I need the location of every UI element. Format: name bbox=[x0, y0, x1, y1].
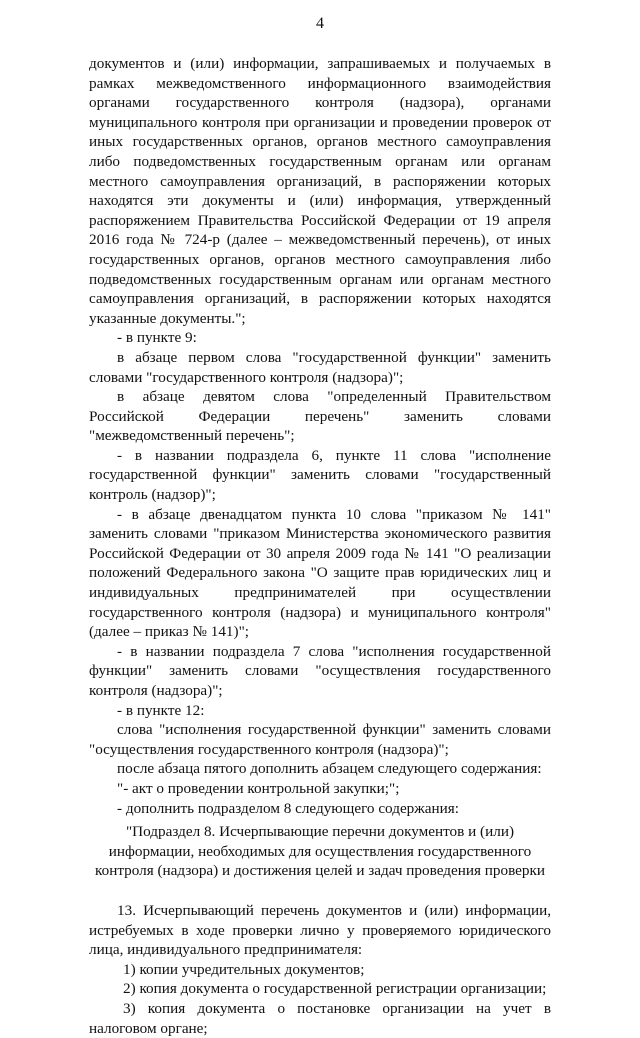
paragraph: после абзаца пятого дополнить абзацем следующего содержания: bbox=[117, 760, 542, 778]
paragraph: в абзаце девятом слова "определенный Правительством Российской Федерации перечень" заменить словами "межведомственный перечень"; bbox=[89, 388, 551, 445]
paragraph-item-9: - в пункте 9: bbox=[117, 329, 197, 347]
paragraph: - в названии подраздела 6, пункте 11 слова "исполнение государственной функции" заменить словами "государственный контроль (надзор)"; bbox=[89, 446, 551, 504]
paragraph-item-12: - в пункте 12: bbox=[117, 701, 205, 719]
list-item: 3) копия документа о постановке организации на учет в налоговом органе; bbox=[89, 999, 551, 1037]
paragraph-item-13: 13. Исчерпывающий перечень документов и (или) информации, истребуемых в ходе проверки лично у проверяемого юридического лица, индивидуального предпринимателя: bbox=[89, 901, 551, 959]
page-number: 4 bbox=[316, 15, 324, 32]
paragraph-continuation: документов и (или) информации, запрашиваемых и получаемых в рамках межведомственного информационного взаимодействия органами государственного контроля (надзора), органами муниципального контроля при организации и проведении проверок от иных государственных органов, органов местного самоуправления либо подведомственных государственным органам или органам местного самоуправления организаций, в распоряжении которых находятся эти документы и (или) информация, утвержденный распоряжением Правительства Российской Федерации от 19 апреля 2016 года № 724-р (далее – межведомственный перечень), от иных государственных органов, органов местного самоуправления либо подведомственных государственным органам или органам местного самоуправления организаций, в распоряжении которых находятся указанные документы."; bbox=[89, 55, 551, 327]
paragraph: - в абзаце двенадцатом пункта 10 слова "приказом № 141" заменить словами "приказом Министерства экономического развития Российской Федерации от 30 апреля 2009 года № 141 "О реализации положений Федерального закона "О защите прав юридических лиц и индивидуальных предпринимателей при осуществлении государственного контроля (надзора) и муниципального контроля" (далее – приказ № 141)"; bbox=[89, 505, 551, 641]
list-item: 2) копия документа о государственной регистрации организации; bbox=[123, 980, 547, 998]
spacer bbox=[89, 881, 551, 901]
list-item: 1) копии учредительных документов; bbox=[123, 960, 365, 978]
paragraph: в абзаце первом слова "государственной функции" заменить словами "государственного контроля (надзора)"; bbox=[89, 348, 551, 386]
paragraph: - дополнить подразделом 8 следующего содержания: bbox=[117, 799, 459, 817]
paragraph: - в названии подраздела 7 слова "исполнения государственной функции" заменить словами "осуществления государственного контроля (надзора)"; bbox=[89, 642, 551, 699]
paragraph-quote: "- акт о проведении контрольной закупки;"; bbox=[117, 779, 400, 797]
document-body bbox=[89, 54, 551, 1038]
paragraph: слова "исполнения государственной функции" заменить словами "осуществления государственного контроля (надзора)"; bbox=[89, 721, 551, 758]
subsection-heading: "Подраздел 8. Исчерпывающие перечни документов и (или) информации, необходимых для осуществления государственного контроля (надзора) и достижения целей и задач проведения проверки bbox=[95, 823, 545, 880]
